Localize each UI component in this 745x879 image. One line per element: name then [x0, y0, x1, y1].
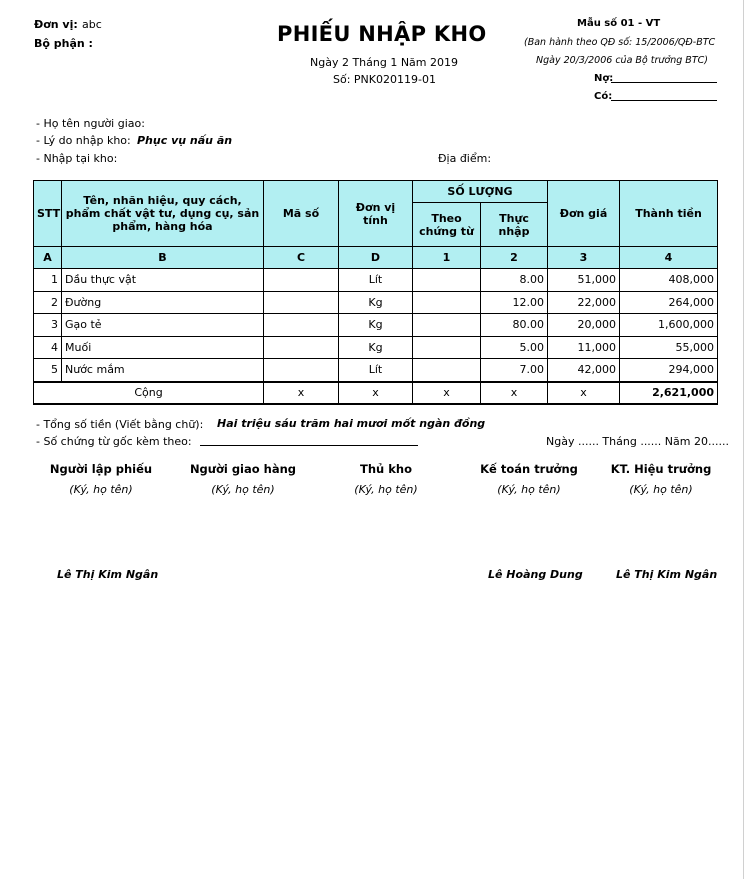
header-qty-document: Theo chứng từ: [413, 203, 481, 247]
header-qty-actual: Thực nhập: [481, 203, 548, 247]
signature-note: (Ký, họ tên): [69, 483, 133, 496]
table-row: [34, 336, 718, 359]
document-number: Số: PNK020119-01: [333, 73, 436, 86]
total-qty-actual: x: [481, 382, 548, 404]
footer-date-line: Ngày ...... Tháng ...... Năm 20......: [546, 435, 729, 448]
total-unit-price: x: [548, 382, 620, 404]
total-row: [34, 382, 718, 404]
row-item-name: Muối: [62, 336, 264, 359]
row-code: [264, 336, 339, 359]
signature-block-storekeeper: [311, 462, 461, 496]
total-words-label: - Tổng số tiền (Viết bằng chữ):: [36, 418, 204, 431]
col-code: D: [339, 247, 413, 269]
row-unit-price: 51,000: [548, 269, 620, 292]
total-label: Cộng: [34, 382, 264, 404]
total-words-value: Hai triệu sáu trăm hai mươi mốt ngàn đồng: [217, 417, 486, 430]
header-quantity: SỐ LƯỢNG: [413, 181, 548, 203]
header-code: Mã số: [264, 181, 339, 247]
row-code: [264, 359, 339, 382]
row-qty-document: [413, 314, 481, 337]
signature-role: Người giao hàng: [189, 462, 297, 476]
row-stt: 2: [34, 291, 62, 314]
signature-role: Thủ kho: [360, 462, 412, 476]
signature-role: Kế toán trưởng: [480, 462, 578, 476]
total-qty-document: x: [413, 382, 481, 404]
table-row: [34, 314, 718, 337]
row-amount: 55,000: [620, 336, 718, 359]
row-stt: 1: [34, 269, 62, 292]
row-amount: 1,600,000: [620, 314, 718, 337]
row-unit: Kg: [339, 291, 413, 314]
credit-label: Có:: [594, 91, 613, 102]
issued-date: Ngày 20/3/2006 của Bộ trưởng BTC): [536, 55, 708, 66]
row-qty-document: [413, 359, 481, 382]
col-code: A: [34, 247, 62, 269]
signature-note: (Ký, họ tên): [629, 483, 693, 496]
row-item-name: Gạo tẻ: [62, 314, 264, 337]
signer-name-principal: Lê Thị Kim Ngân: [616, 568, 718, 581]
row-qty-document: [413, 269, 481, 292]
total-unit: x: [339, 382, 413, 404]
warehouse-label: - Nhập tại kho:: [36, 152, 118, 165]
signature-block-deliverer: [168, 462, 318, 496]
row-qty-actual: 5.00: [481, 336, 548, 359]
row-unit: Kg: [339, 314, 413, 337]
row-item-name: Nước mắm: [62, 359, 264, 382]
row-qty-actual: 7.00: [481, 359, 548, 382]
header-item-name: Tên, nhãn hiệu, quy cách, phẩm chất vật tư, dụng cụ, sản phẩm, hàng hóa: [62, 181, 264, 247]
header-amount: Thành tiền: [620, 181, 718, 247]
row-qty-document: [413, 291, 481, 314]
table-row: [34, 359, 718, 382]
row-qty-actual: 80.00: [481, 314, 548, 337]
attached-docs-line: [200, 445, 418, 446]
table-row: [34, 291, 718, 314]
attached-docs-label: - Số chứng từ gốc kèm theo:: [36, 435, 192, 448]
unit-label: Đơn vị:: [34, 18, 78, 31]
row-amount: 264,000: [620, 291, 718, 314]
department-label: Bộ phận :: [34, 37, 93, 50]
reason-value: Phục vụ nấu ăn: [137, 134, 233, 147]
header-unit: Đơn vị tính: [339, 181, 413, 247]
signature-block-principal: [586, 462, 736, 496]
row-stt: 5: [34, 359, 62, 382]
row-unit-price: 42,000: [548, 359, 620, 382]
reason-label: - Lý do nhập kho:: [36, 134, 131, 147]
row-amount: 408,000: [620, 269, 718, 292]
location-label: Địa điểm:: [438, 152, 492, 165]
total-code: x: [264, 382, 339, 404]
row-unit: Kg: [339, 336, 413, 359]
col-code: 4: [620, 247, 718, 269]
table-row: [34, 269, 718, 292]
row-unit-price: 20,000: [548, 314, 620, 337]
signature-block-chief-accountant: [454, 462, 604, 496]
items-table: [33, 180, 718, 405]
row-unit-price: 22,000: [548, 291, 620, 314]
row-qty-actual: 12.00: [481, 291, 548, 314]
total-amount: 2,621,000: [620, 382, 718, 404]
signer-name-chief-accountant: Lê Hoàng Dung: [488, 568, 583, 581]
signature-note: (Ký, họ tên): [497, 483, 561, 496]
row-item-name: Dầu thực vật: [62, 269, 264, 292]
document-title: PHIẾU NHẬP KHO: [277, 22, 487, 46]
row-code: [264, 269, 339, 292]
row-unit-price: 11,000: [548, 336, 620, 359]
row-code: [264, 291, 339, 314]
row-stt: 4: [34, 336, 62, 359]
row-code: [264, 314, 339, 337]
row-qty-actual: 8.00: [481, 269, 548, 292]
signature-role: KT. Hiệu trưởng: [610, 462, 712, 476]
form-number: Mẫu số 01 - VT: [577, 18, 661, 29]
deliverer-label: - Họ tên người giao:: [36, 117, 145, 130]
signature-note: (Ký, họ tên): [354, 483, 418, 496]
debit-label: Nợ:: [594, 73, 614, 84]
row-amount: 294,000: [620, 359, 718, 382]
col-code: 1: [413, 247, 481, 269]
col-code: B: [62, 247, 264, 269]
unit-value: abc: [82, 18, 102, 31]
row-unit: Lít: [339, 359, 413, 382]
header-unit-price: Đơn giá: [548, 181, 620, 247]
header-stt: STT: [34, 181, 62, 247]
debit-line: [611, 82, 717, 83]
document-date: Ngày 2 Tháng 1 Năm 2019: [310, 56, 459, 69]
credit-line: [611, 100, 717, 101]
signature-note: (Ký, họ tên): [211, 483, 275, 496]
row-stt: 3: [34, 314, 62, 337]
col-code: 2: [481, 247, 548, 269]
signature-block-preparer: [26, 462, 176, 496]
signer-name-preparer: Lê Thị Kim Ngân: [57, 568, 159, 581]
row-unit: Lít: [339, 269, 413, 292]
page-edge: [743, 0, 744, 879]
row-qty-document: [413, 336, 481, 359]
col-code: 3: [548, 247, 620, 269]
row-item-name: Đường: [62, 291, 264, 314]
signature-role: Người lập phiếu: [49, 462, 153, 476]
issued-decision: (Ban hành theo QĐ số: 15/2006/QĐ-BTC: [524, 37, 716, 48]
col-code: C: [264, 247, 339, 269]
